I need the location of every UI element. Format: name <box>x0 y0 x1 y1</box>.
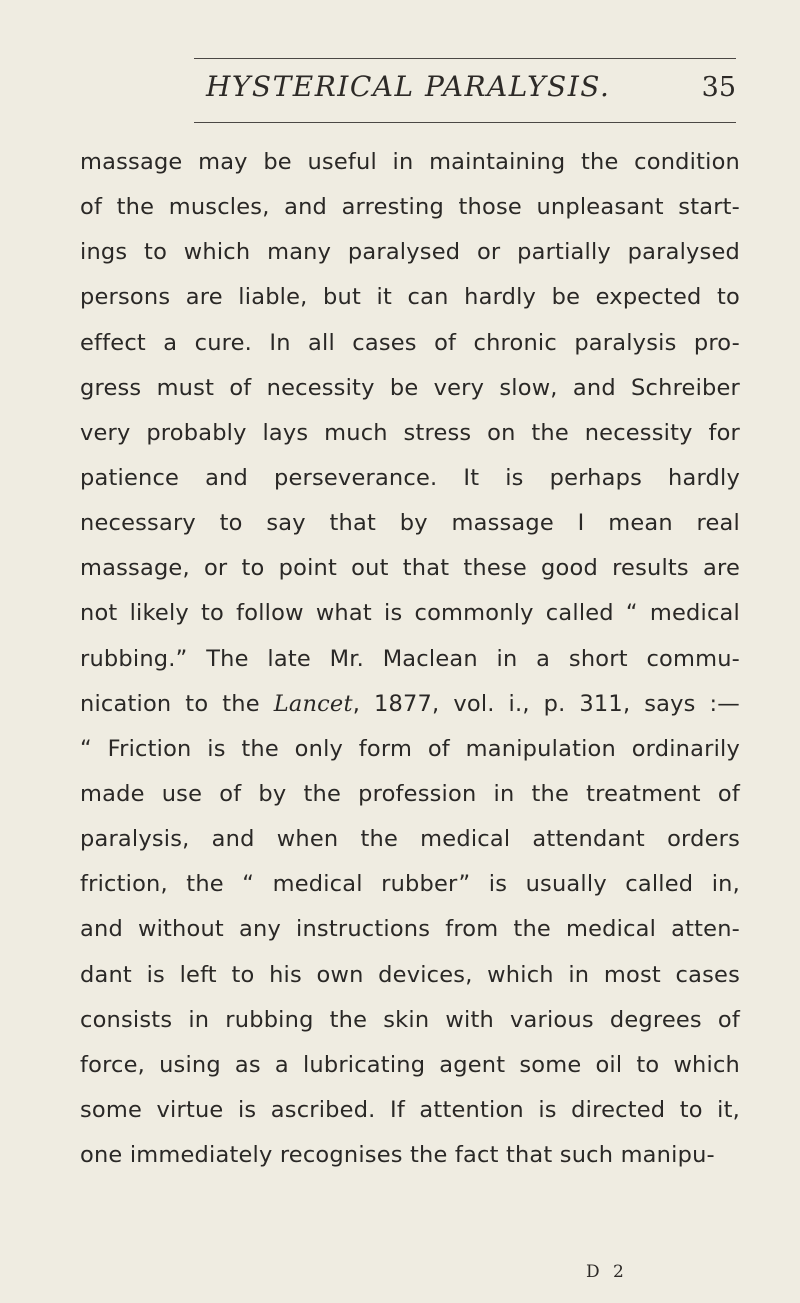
text-line: consists in rubbing the skin with various degrees of <box>80 1006 740 1033</box>
body-text <box>80 140 740 1178</box>
text-line: force, using as a lubricating agent some oil to which <box>80 1051 740 1078</box>
running-head <box>194 70 736 110</box>
text-line: and without any instructions from the medical atten- <box>80 916 740 943</box>
text-line: friction, the “ medical rubber” is usually called in, <box>80 871 740 898</box>
journal-name: Lancet <box>273 690 353 717</box>
text-line: of the muscles, and arresting those unpleasant start- <box>80 194 740 221</box>
text-line: one immediately recognises the fact that such manipu- <box>80 1142 715 1169</box>
text-line: dant is left to his own devices, which in most cases <box>80 961 740 988</box>
text-line: patience and perseverance. It is perhaps hardly <box>80 464 740 491</box>
text-line: nication to the Lancet, 1877, vol. i., p. 311, says :— <box>80 690 740 717</box>
header-rule-top <box>194 58 736 59</box>
text-line: ings to which many paralysed or partially paralysed <box>80 239 740 266</box>
text-line: effect a cure. In all cases of chronic paralysis pro- <box>80 329 740 356</box>
page-number: 35 <box>701 72 736 103</box>
text-line: very probably lays much stress on the necessity for <box>80 419 740 446</box>
signature-mark: D 2 <box>586 1262 628 1282</box>
running-title: HYSTERICAL PARALYSIS. <box>206 70 611 103</box>
text-line: rubbing.” The late Mr. Maclean in a short commu- <box>80 645 740 672</box>
header-rule-bottom <box>194 122 736 123</box>
text-line: paralysis, and when the medical attendant orders <box>80 826 740 853</box>
text-line: necessary to say that by massage I mean real <box>80 510 740 537</box>
text-line: gress must of necessity be very slow, and Schreiber <box>80 374 740 401</box>
text-line: some virtue is ascribed. If attention is directed to it, <box>80 1096 740 1123</box>
text-line: massage may be useful in maintaining the condition <box>80 149 740 175</box>
text-line: not likely to follow what is commonly called “ medical <box>80 600 740 627</box>
text-line: persons are liable, but it can hardly be expected to <box>80 284 740 311</box>
text-line: massage, or to point out that these good results are <box>80 555 740 582</box>
text-line: “ Friction is the only form of manipulation ordinarily <box>80 735 740 762</box>
text-line: made use of by the profession in the treatment of <box>80 780 740 807</box>
